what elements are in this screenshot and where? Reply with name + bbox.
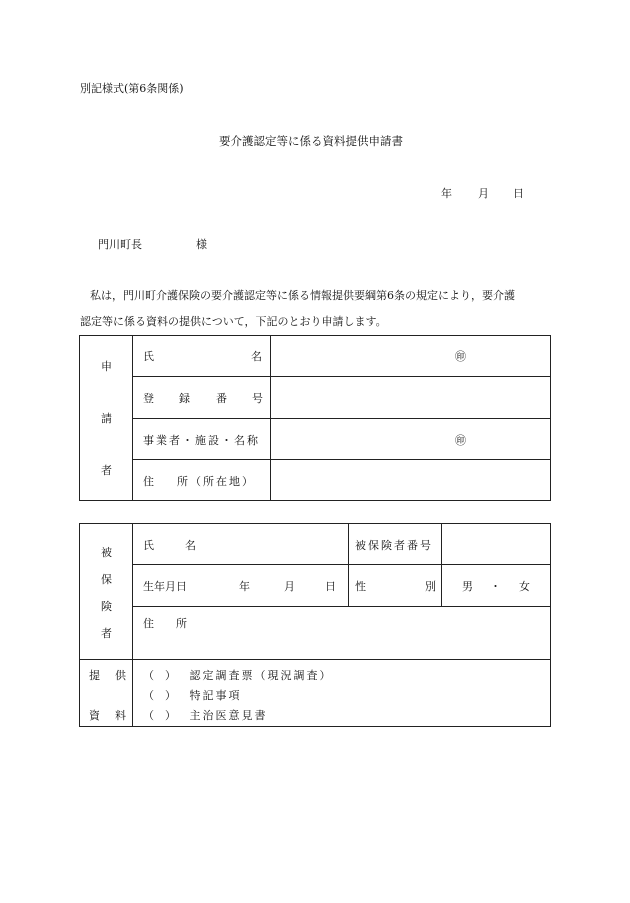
insured-table [79,523,551,727]
date-day: 日 [513,187,524,200]
body-text-line-2: 認定等に係る資料の提供について，下記のとおり申請します。 [80,315,387,328]
applicant-address-label: 住 所（所在地） [133,459,271,500]
registration-number-label: 登 録 番 号 [133,377,271,418]
registration-number-field[interactable] [271,377,551,418]
honorific: 様 [196,238,207,251]
form-reference: 別記様式(第6条関係) [80,82,184,95]
body-text-line-1: 私は，門川町介護保険の要介護認定等に係る情報提供要綱第6条の規定により，要介護 [90,289,515,302]
checkbox-paren[interactable]: （ ） [143,709,176,722]
applicant-side-char: 請 [101,412,112,425]
checkbox-paren[interactable]: （ ） [143,689,176,702]
facility-name-label: 事業者・施設・名称 [133,418,271,459]
date-of-birth-cell[interactable]: 生年月日 年 月 日 [133,565,349,606]
provision-item[interactable]: （ ） 認定調査票（現況調査） [143,669,333,682]
applicant-side-char: 申 [101,360,112,373]
date-month: 月 [478,187,489,200]
checkbox-paren[interactable]: （ ） [143,669,176,682]
insured-number-field[interactable] [442,524,551,565]
male-option[interactable]: 男 [462,580,473,594]
addressee: 門川町長 [98,238,142,251]
insured-number-label: 被保険者番号 [349,524,442,565]
seal-mark: ㊞ [455,433,466,447]
applicant-side-label [80,336,133,501]
applicant-address-field[interactable] [271,459,551,500]
insured-address-cell[interactable]: 住 所 [133,606,551,659]
facility-name-field[interactable] [271,418,551,459]
sex-field[interactable]: 男 ・ 女 [442,565,551,606]
insured-name-cell[interactable]: 氏 名 [133,524,349,565]
provision-side-label: 提 供 資 料 [80,660,133,727]
applicant-name-field[interactable] [271,336,551,377]
insured-side-label: 被 保 険 者 [80,524,133,660]
seal-mark: ㊞ [455,350,466,363]
applicant-name-label: 氏 名 [133,336,271,377]
applicant-table [79,335,551,501]
applicant-side-char: 者 [101,464,112,477]
provision-item[interactable]: （ ） 特記事項 [143,689,242,702]
document-title: 要介護認定等に係る資料提供申請書 [219,134,403,148]
provision-item[interactable]: （ ） 主治医意見書 [143,709,268,722]
date-year: 年 [441,187,452,200]
sex-label: 性 別 [349,565,442,606]
provision-items [133,660,551,727]
female-option[interactable]: 女 [519,580,530,594]
